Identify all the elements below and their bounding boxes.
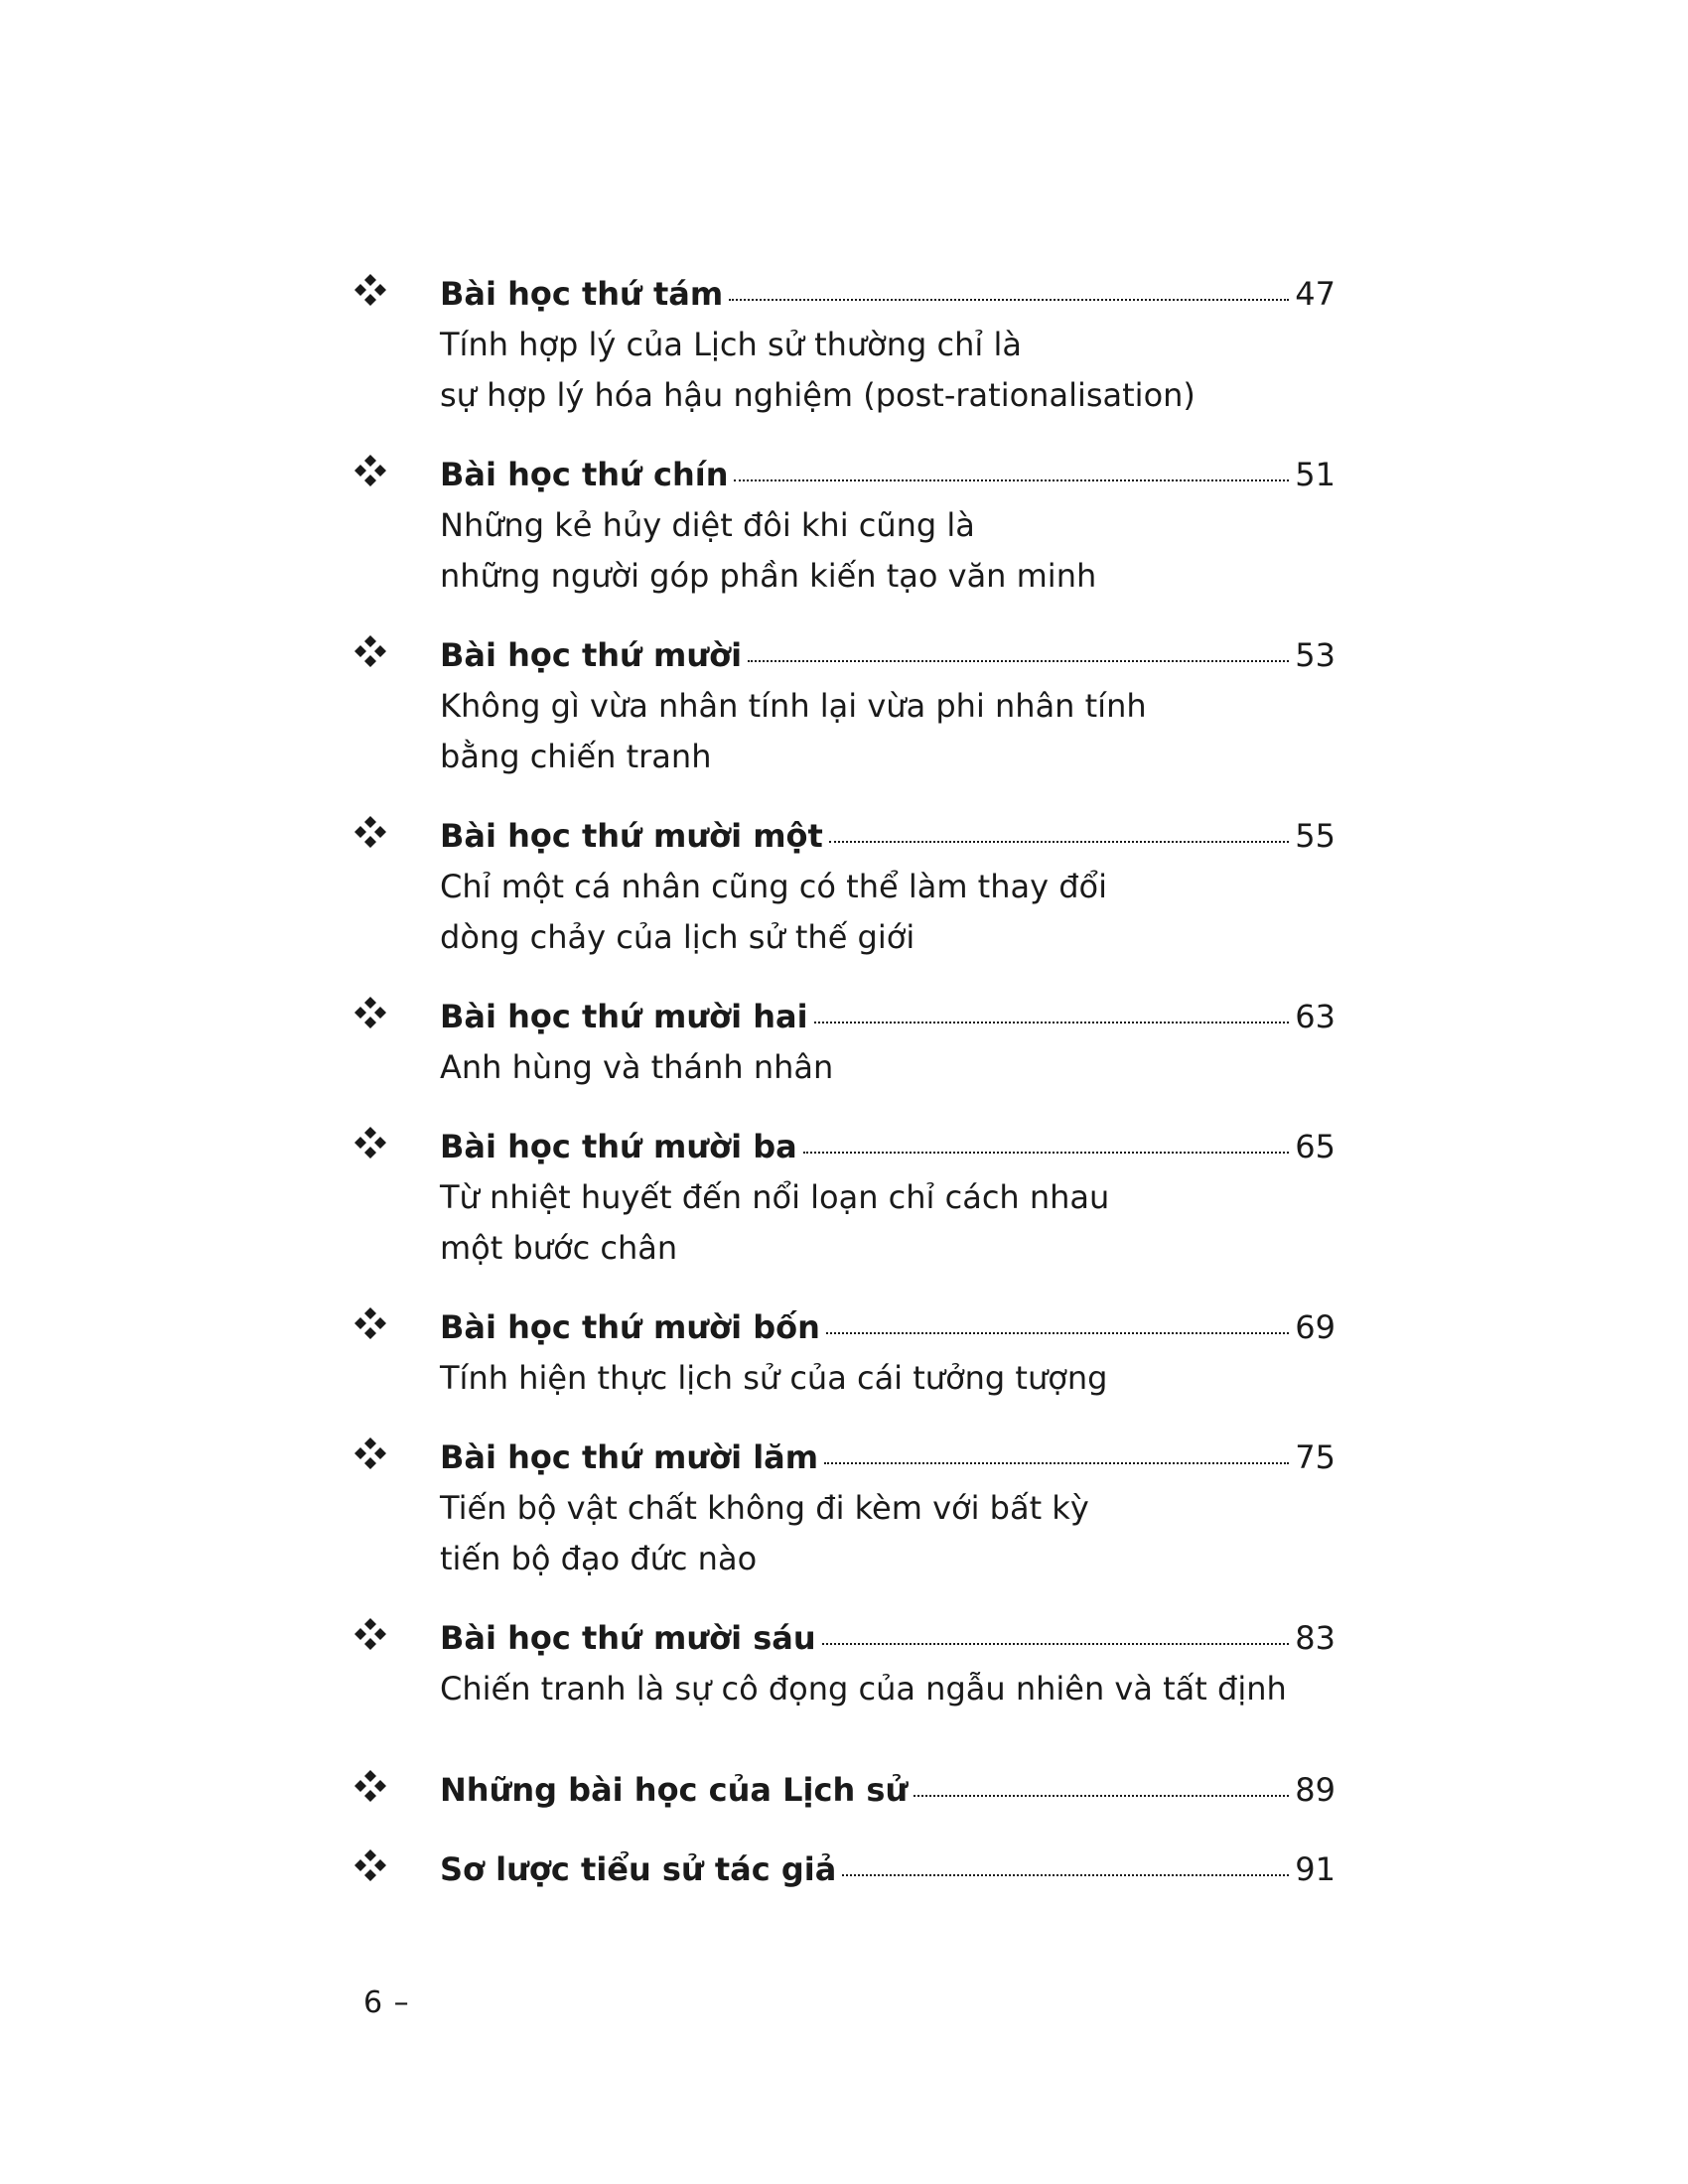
dot-leader — [914, 1794, 1289, 1797]
toc-entry-page: 69 — [1295, 1308, 1336, 1346]
diamond-bullet-icon — [352, 1125, 388, 1160]
toc-entry-subtitle-line: tiến bộ đạo đức nào — [440, 1540, 758, 1577]
toc-entry-subtitle-line: Chiến tranh là sự cô đọng của ngẫu nhiên và tất định — [440, 1670, 1287, 1707]
toc-entry-page: 83 — [1295, 1619, 1336, 1657]
toc-entry[interactable] — [352, 268, 1336, 421]
toc-entry-subtitle-line: Anh hùng và thánh nhân — [440, 1048, 834, 1086]
dot-leader — [814, 1021, 1290, 1024]
diamond-bullet-icon — [352, 1768, 388, 1804]
toc-entry-title: Bài học thứ mười hai — [440, 998, 808, 1035]
toc-entry-subtitle-line: Chỉ một cá nhân cũng có thể làm thay đổi — [440, 868, 1107, 905]
toc-entry-subtitle-line: một bước chân — [440, 1229, 678, 1267]
dot-leader — [822, 1642, 1290, 1645]
toc-entry-title: Bài học thứ tám — [440, 275, 724, 313]
toc-entry-subtitle-line: những người góp phần kiến tạo văn minh — [440, 557, 1097, 595]
toc-entry-subtitle-line: Những kẻ hủy diệt đôi khi cũng là — [440, 506, 975, 544]
toc-entry-title: Sơ lược tiểu sử tác giả — [440, 1850, 837, 1888]
toc-entry-title: Bài học thứ mười — [440, 636, 743, 674]
dot-leader — [824, 1461, 1289, 1464]
toc-entry[interactable] — [352, 1764, 1336, 1816]
toc-entry[interactable] — [352, 1843, 1336, 1895]
dot-leader — [734, 478, 1289, 481]
toc-entry-page: 51 — [1295, 456, 1336, 493]
toc-entry-title: Bài học thứ mười sáu — [440, 1619, 816, 1657]
toc-entry-subtitle-line: dòng chảy của lịch sử thế giới — [440, 918, 915, 956]
dot-leader — [829, 840, 1289, 843]
toc-entry-title: Bài học thứ mười bốn — [440, 1308, 820, 1346]
toc-entry-page: 89 — [1295, 1771, 1336, 1809]
toc-entry-page: 47 — [1295, 275, 1336, 313]
toc-entry-page: 91 — [1295, 1850, 1336, 1888]
diamond-bullet-icon — [352, 1435, 388, 1471]
toc-entry[interactable] — [352, 1121, 1336, 1274]
diamond-bullet-icon — [352, 1616, 388, 1652]
page-number: 6 – — [363, 1985, 410, 2020]
toc-entry[interactable] — [352, 449, 1336, 602]
toc-entry[interactable] — [352, 991, 1336, 1093]
toc-entry-page: 63 — [1295, 998, 1336, 1035]
toc-entry-subtitle-line: Tiến bộ vật chất không đi kèm với bất kỳ — [440, 1489, 1089, 1527]
toc-entry-page: 75 — [1295, 1438, 1336, 1476]
toc-entry-title: Bài học thứ mười một — [440, 817, 823, 855]
dot-leader — [803, 1151, 1290, 1154]
table-of-contents — [352, 268, 1336, 1923]
dot-leader — [826, 1331, 1289, 1334]
toc-entry-title: Bài học thứ chín — [440, 456, 729, 493]
toc-entry-subtitle-line: Tính hợp lý của Lịch sử thường chỉ là — [440, 326, 1022, 363]
toc-entry-title: Bài học thứ mười ba — [440, 1128, 797, 1165]
toc-entry[interactable] — [352, 1432, 1336, 1584]
diamond-bullet-icon — [352, 1847, 388, 1883]
dot-leader — [748, 659, 1289, 662]
diamond-bullet-icon — [352, 633, 388, 669]
toc-entry-subtitle-line: Từ nhiệt huyết đến nổi loạn chỉ cách nhau — [440, 1178, 1110, 1216]
toc-entry[interactable] — [352, 1612, 1336, 1714]
dot-leader — [729, 298, 1289, 301]
dot-leader — [842, 1873, 1289, 1876]
diamond-bullet-icon — [352, 995, 388, 1030]
toc-entry-subtitle-line: bằng chiến tranh — [440, 738, 712, 775]
toc-entry[interactable] — [352, 629, 1336, 782]
toc-entry-page: 53 — [1295, 636, 1336, 674]
diamond-bullet-icon — [352, 453, 388, 488]
toc-entry[interactable] — [352, 810, 1336, 963]
toc-entry-title: Những bài học của Lịch sử — [440, 1771, 909, 1809]
diamond-bullet-icon — [352, 814, 388, 850]
toc-entry-subtitle-line: sự hợp lý hóa hậu nghiệm (post-rationalisation) — [440, 376, 1196, 414]
toc-entry-page: 55 — [1295, 817, 1336, 855]
toc-entry-page: 65 — [1295, 1128, 1336, 1165]
toc-entry-title: Bài học thứ mười lăm — [440, 1438, 819, 1476]
diamond-bullet-icon — [352, 272, 388, 308]
diamond-bullet-icon — [352, 1305, 388, 1341]
toc-entry-subtitle-line: Tính hiện thực lịch sử của cái tưởng tượng — [440, 1359, 1108, 1397]
toc-entry[interactable] — [352, 1301, 1336, 1404]
toc-entry-subtitle-line: Không gì vừa nhân tính lại vừa phi nhân tính — [440, 687, 1147, 725]
